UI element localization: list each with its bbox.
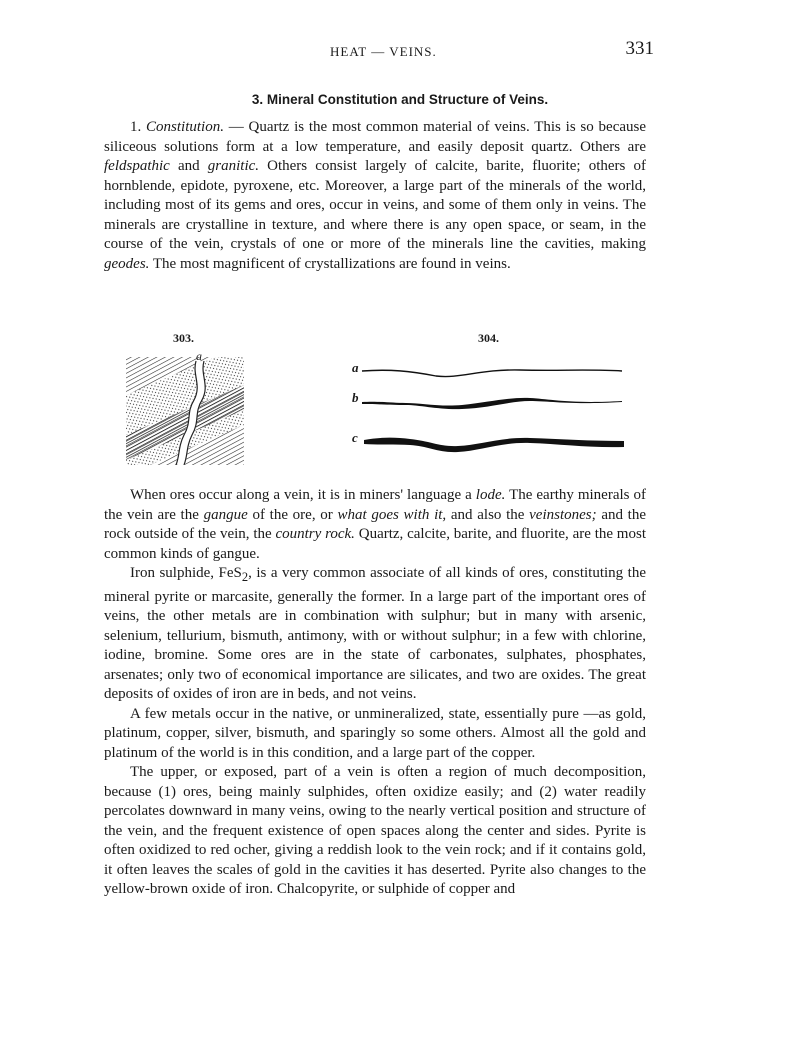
paragraph-number: 1. bbox=[130, 119, 142, 135]
paragraph-native-metals: A few metals occur in the native, or unmineralized, state, essentially pure —as gold, platinum, copper, silver, bismuth, and sparingly so some others. Almost all the gold and platinum of the world is in this condition, and a large part of the copper. bbox=[104, 705, 646, 761]
text-run: Others consist largely of calcite, barite, fluorite; others of hornblende, epidote, pyroxene, etc. Moreover, a large part of the minerals of the world, including most of its gems and ores, occur in veins, and some of them only in veins. The minerals are crystalline in texture, and where there is any open space, or seam, in the course of the vein, crystals of one or more of the minerals line the cavities, making bbox=[104, 158, 646, 252]
text-run: The earthy minerals of the vein are the bbox=[104, 487, 646, 523]
subscript: 2 bbox=[241, 570, 249, 584]
text-run: , is a very common associate of all kinds of ores, constituting the mineral pyrite or marcasite, generally the former. In a large part of the important ores of veins, the other metals are in combination with sulphur; but in many with arsenic, selenium, tellurium, bismuth, antimony, with or without sulphur; in a few with chlorine, iodine, bromine. Some ores are in the state of carbonates, sulphates, phosphates, arsenates; only two of economical importance are silicates, and two are oxides. The great deposits of oxides of iron are in beds, and not veins. bbox=[104, 565, 646, 702]
text-run: Iron sulphide, FeS bbox=[130, 565, 242, 581]
text-run: and bbox=[169, 158, 208, 174]
vein-line-c bbox=[364, 438, 624, 452]
italic-term: gangue bbox=[203, 506, 248, 523]
paragraph-heading: Constitution. bbox=[146, 119, 224, 135]
text-run: and also the bbox=[446, 506, 530, 523]
paragraph-iron-sulphide bbox=[104, 564, 646, 705]
text-block-lower bbox=[104, 486, 646, 900]
figure-303-label: 303. bbox=[173, 331, 194, 345]
italic-term: feldspathic bbox=[104, 158, 170, 174]
vein-line-a bbox=[362, 370, 622, 377]
paragraph-constitution bbox=[104, 118, 646, 274]
text-run: — Quartz is the most common material of veins. This is so because siliceous solutions form at a low temperature, and easily deposit quartz. Others are bbox=[104, 119, 647, 155]
running-head: HEAT — VEINS. bbox=[330, 44, 437, 59]
figure-304-label: 304. bbox=[478, 331, 499, 345]
text-run: Quartz, calcite, barite, and fluorite, are the most common kinds of gangue. bbox=[104, 526, 646, 562]
italic-term: veinstones; bbox=[529, 506, 597, 523]
italic-term: country rock. bbox=[275, 526, 355, 542]
italic-term: what goes with it, bbox=[337, 506, 447, 523]
figure-304-mark-b: b bbox=[352, 390, 359, 405]
page-number: 331 bbox=[625, 38, 654, 59]
figure-304-vein-sections bbox=[350, 355, 632, 455]
text-run: and the rock outside of the vein, the bbox=[104, 506, 647, 542]
paragraph-decomposition: The upper, or exposed, part of a vein is often a region of much decomposition, because (1) ores, being mainly sulphides, often oxidize easily; and (2) water readily percolates downward in many veins, owing to the nearly vertical position and structure of the vein, and the frequent existence of open spaces along the center and sides. Pyrite is often oxidized to red ocher, giving a reddish look to the vein rock; and if it contains gold, it often leaves the scales of gold in the cavities it has deserted. Pyrite also changes to the yellow-brown oxide of iron. Chalcopyrite, or sulphide of copper and bbox=[104, 764, 646, 897]
figure-304-mark-a: a bbox=[352, 360, 359, 375]
section-title: 3. Mineral Constitution and Structure of Veins. bbox=[251, 92, 549, 107]
paragraph-lode bbox=[104, 486, 646, 564]
text-run: The most magnificent of crystallizations are found in veins. bbox=[149, 255, 511, 272]
vein-line-b bbox=[362, 398, 622, 409]
text-block-upper bbox=[104, 118, 646, 274]
figure-303-vein-illustration bbox=[126, 355, 244, 465]
italic-term: granitic. bbox=[207, 158, 260, 174]
figure-304-mark-c: c bbox=[352, 430, 358, 445]
figure-303-mark-a: a bbox=[196, 349, 202, 363]
text-run: When ores occur along a vein, it is in miners' language a bbox=[130, 487, 476, 503]
italic-term: lode. bbox=[475, 487, 506, 503]
text-run: of the ore, or bbox=[247, 506, 338, 523]
italic-term: geodes. bbox=[104, 255, 150, 272]
